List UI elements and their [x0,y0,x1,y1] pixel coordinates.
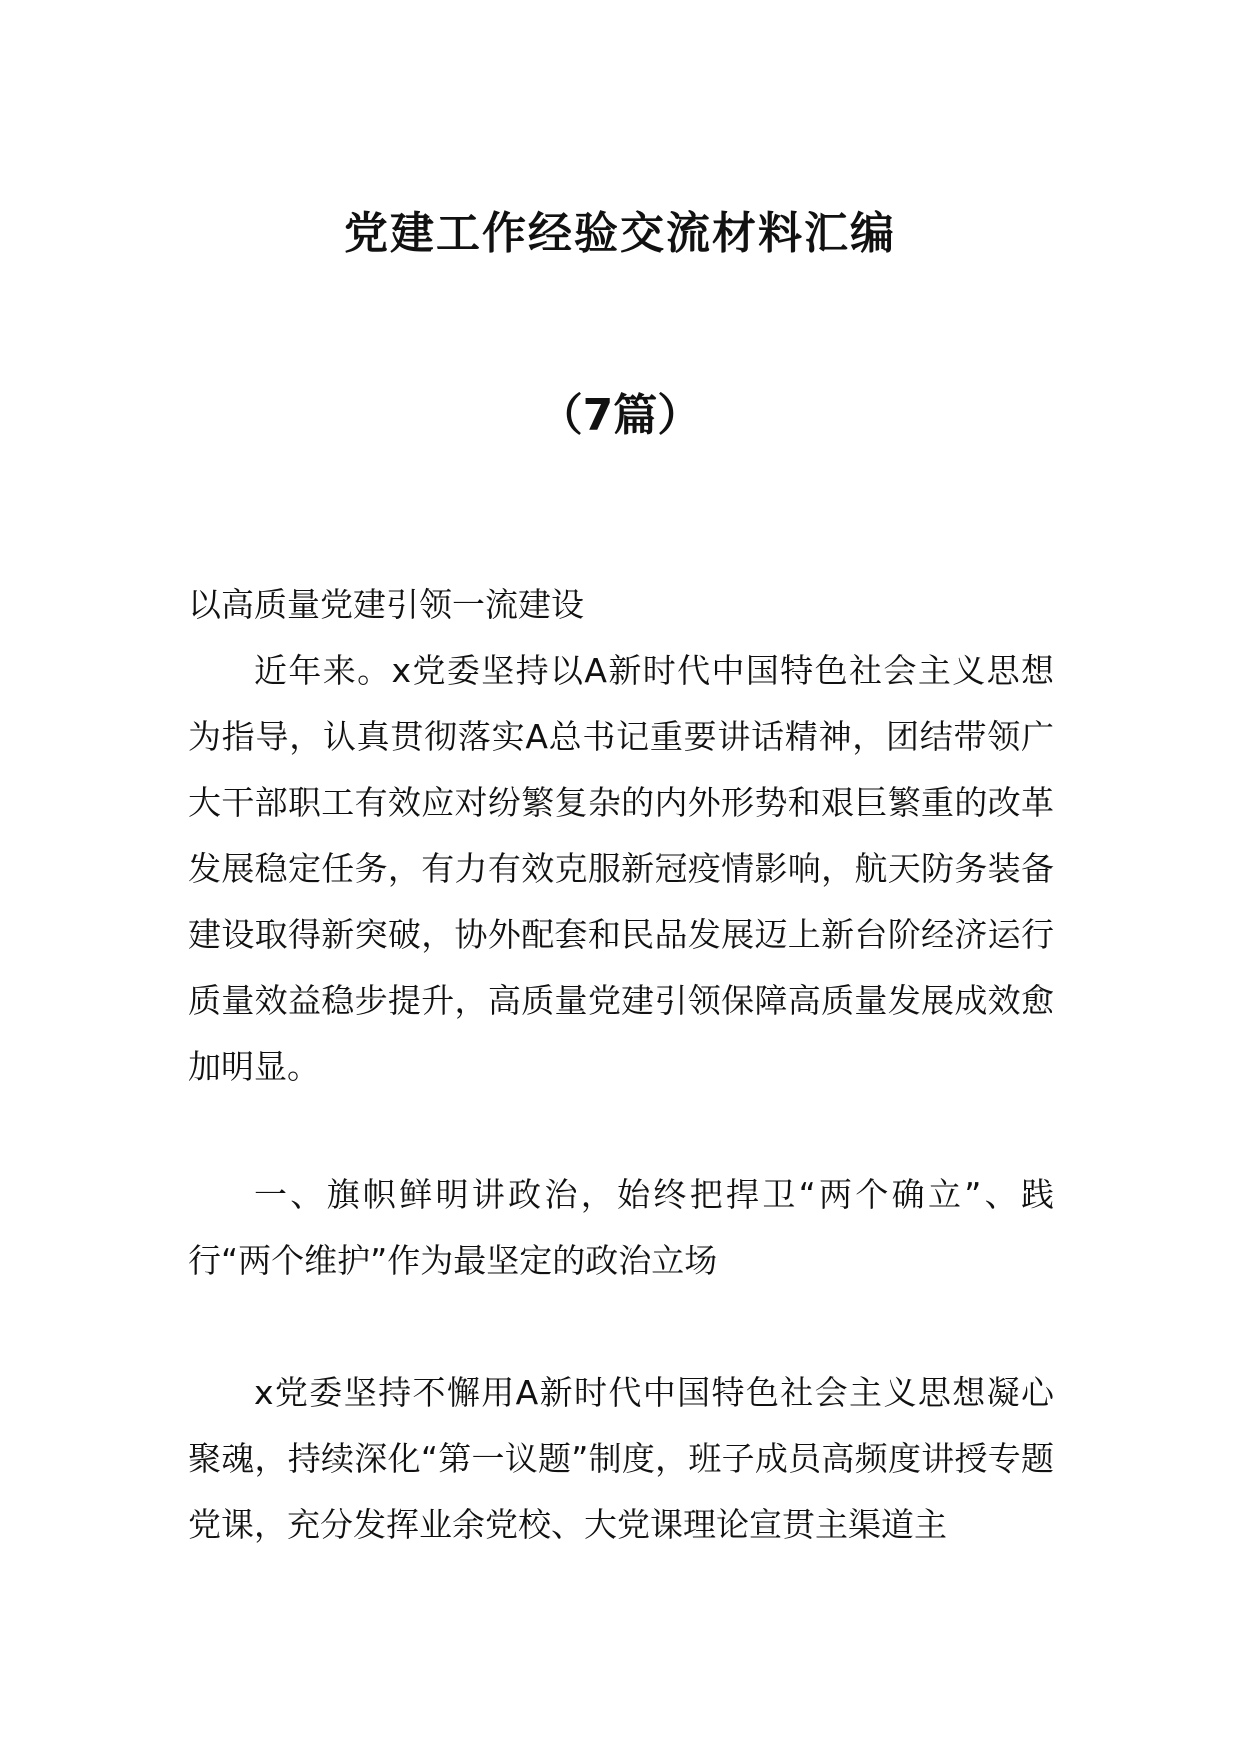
paragraph-section-heading: 一、旗帜鲜明讲政治，始终把捍卫“两个确立”、践行“两个维护”作为最坚定的政治立场 [188,1175,1054,1280]
document-subtitle: （7篇） [538,390,702,441]
document-title: 党建工作经验交流材料汇编 [344,208,896,259]
paragraph-body: x党委坚持不懈用A新时代中国特色社会主义思想凝心聚魂，持续深化“第一议题”制度，班子成员高频度讲授专题党课，充分发挥业余党校、大党课理论宣贯主渠道主 [188,1373,1054,1544]
article-title: 以高质量党建引领一流建设 [188,585,584,624]
paragraph-intro: 近年来。x党委坚持以A新时代中国特色社会主义思想为指导，认真贯彻落实A总书记重要讲话精神，团结带领广大干部职工有效应对纷繁复杂的内外形势和艰巨繁重的改革发展稳定任务，有力有效克服新冠疫情影响，航天防务装备建设取得新突破，协外配套和民品发展迈上新台阶经济运行质量效益稳步提升，高质量党建引领保障高质量发展成效愈加明显。 [188,651,1054,1086]
